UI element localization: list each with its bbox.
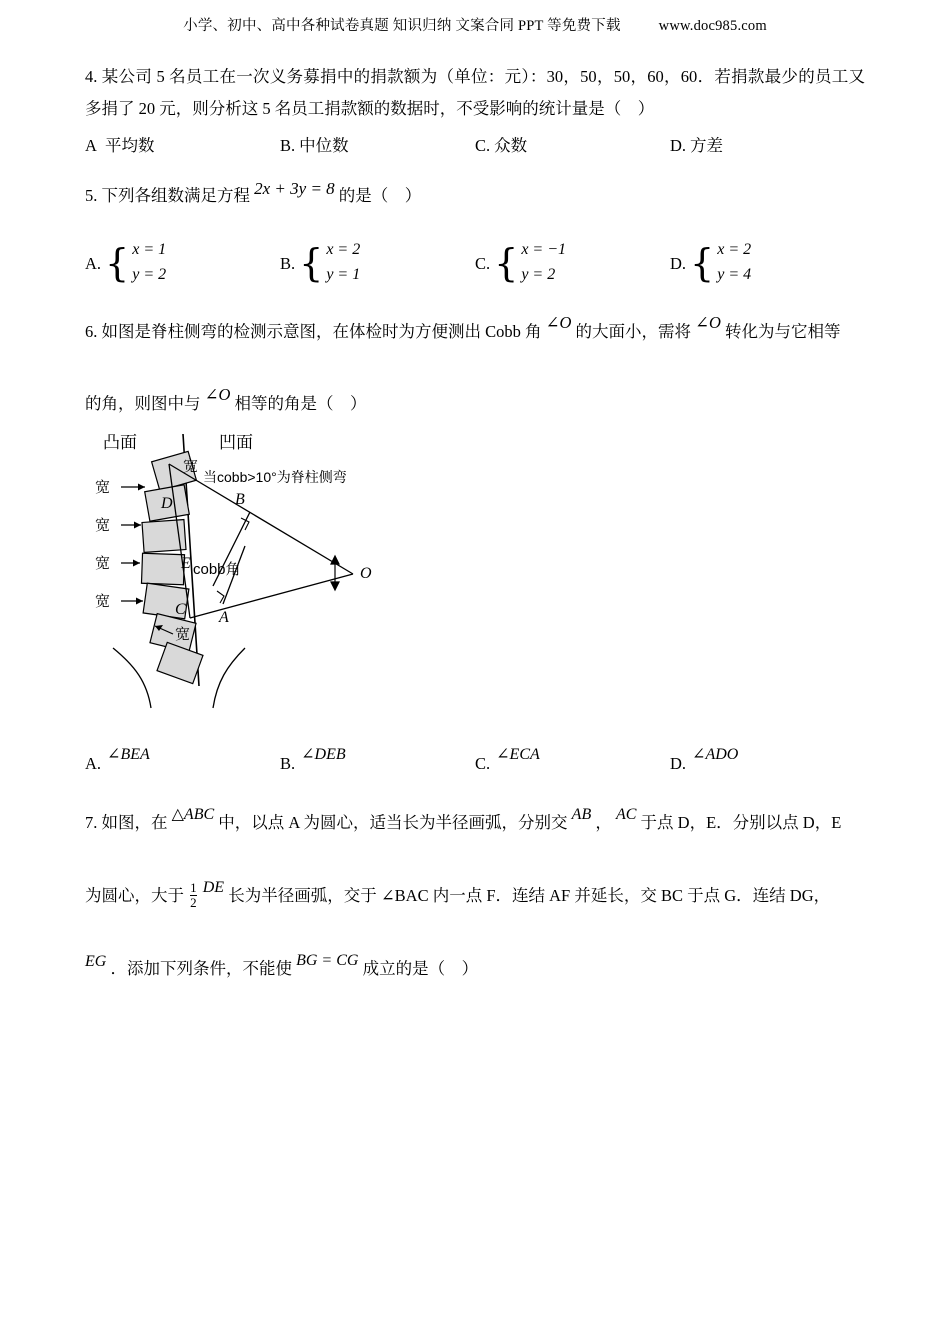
option-d-line2: y = 4 (717, 266, 752, 284)
question-6-angle1: ∠O (545, 313, 572, 333)
question-5-text (85, 180, 865, 214)
question-7-line3 (85, 948, 865, 991)
point-A: A (219, 609, 229, 627)
question-5-number: 5. (85, 186, 98, 206)
label-width: 宽 (95, 593, 111, 611)
option-d[interactable] (670, 747, 865, 780)
option-c-line2: y = 2 (521, 266, 556, 284)
question-7-ab: AB (571, 806, 592, 824)
option-b[interactable] (280, 129, 475, 162)
spine-diagram-svg (95, 426, 425, 726)
question-4-text (85, 61, 865, 125)
question-7-line1 (85, 802, 865, 845)
point-B: B (235, 491, 245, 509)
question-7-seg6: 长为半径画弧，交于 ∠BAC 内一点 F．连结 AF 并延长，交 BC 于点 G．连结 DG， (228, 886, 831, 906)
page-header (85, 0, 865, 35)
option-b-line2: y = 1 (326, 266, 361, 284)
option-d[interactable] (670, 129, 865, 162)
option-c[interactable] (475, 129, 670, 162)
question-5-tail: 的是（ ） (338, 186, 422, 206)
option-d-label: D. (670, 754, 687, 774)
option-d-value: ∠ADO (692, 746, 739, 764)
option-c-text: 众数 (494, 136, 528, 156)
label-convex: 凸面 (103, 433, 137, 453)
question-7-triangle: △ABC (171, 806, 215, 824)
question-7-eg: EG (85, 953, 107, 971)
option-c-line1: x = −1 (521, 241, 567, 259)
label-concave: 凹面 (219, 433, 253, 453)
question-7-seg8: 成立的是（ ） (362, 959, 479, 979)
question-6-part3: 转化为与它相等 (725, 322, 841, 342)
option-d-line1: x = 2 (717, 241, 752, 259)
option-b-system (299, 238, 360, 288)
question-6-text-line1 (85, 313, 865, 348)
option-d-label: D. (670, 136, 687, 156)
question-5-options (85, 238, 865, 288)
option-d-text: 方差 (690, 136, 724, 156)
question-7-ac: AC (615, 806, 637, 824)
question-7-seg4: 于点 D，E．分别以点 D，E (640, 813, 842, 833)
option-a[interactable] (85, 129, 280, 162)
option-d-label: D. (670, 253, 687, 273)
question-7-seg7: ．添加下列条件，不能使 (110, 959, 292, 979)
point-C: C (175, 601, 186, 619)
label-cobb: cobb角 (193, 561, 241, 579)
option-c-label: C. (475, 136, 491, 156)
option-b[interactable] (280, 747, 475, 780)
question-7-seg5: 为圆心，大于 (85, 886, 184, 906)
question-5 (85, 180, 865, 288)
question-6-part2: 的大面小，需将 (575, 322, 692, 342)
header-text: 小学、初中、高中各种试卷真题 知识归纳 文案合同 PPT 等免费下载 (183, 18, 621, 34)
point-O: O (360, 565, 372, 583)
question-7 (85, 802, 865, 991)
option-c-label: C. (475, 754, 491, 774)
fraction-denominator: 2 (190, 895, 197, 911)
question-7-number: 7. (85, 813, 98, 833)
label-width: 宽 (175, 626, 191, 644)
option-c[interactable] (475, 747, 670, 780)
question-4 (85, 61, 865, 162)
question-6-part4: 的角，则图中与 (85, 394, 201, 414)
point-D: D (161, 495, 173, 513)
option-a[interactable] (85, 238, 280, 288)
vertebra (141, 554, 184, 585)
option-c-label: C. (475, 253, 491, 273)
question-6-angle2: ∠O (695, 313, 721, 333)
option-b[interactable] (280, 238, 475, 288)
question-6-number: 6. (85, 322, 98, 342)
header-site: www.doc985.com (658, 18, 767, 34)
label-width: 宽 (95, 479, 111, 497)
option-c[interactable] (475, 238, 670, 288)
question-5-equation: 2x + 3y = 8 (254, 179, 335, 199)
diagram-note: 当cobb>10°为脊柱侧弯 (203, 469, 347, 486)
question-7-line2 (85, 875, 865, 918)
question-6-text-line2 (85, 385, 865, 420)
point-labels (160, 491, 372, 626)
question-7-de: DE (202, 879, 225, 897)
option-a-value: ∠BEA (107, 746, 150, 764)
option-a-text: 平均数 (105, 136, 155, 156)
option-a-line1: x = 1 (132, 241, 167, 259)
fraction-numerator: 1 (190, 880, 197, 896)
question-7-seg3: ， (595, 813, 612, 833)
option-a-label: A. (85, 253, 102, 273)
option-c-value: ∠ECA (496, 746, 540, 764)
question-5-stem: 下列各组数满足方程 (101, 186, 250, 206)
label-width: 宽 (95, 555, 111, 573)
option-b-label: B. (280, 136, 296, 156)
option-d-system (690, 238, 751, 288)
question-6-part1: 如图是脊柱侧弯的检测示意图，在体检时为方便测出 Cobb 角 (101, 322, 542, 342)
option-c-system (494, 238, 566, 288)
label-width: 宽 (95, 517, 111, 535)
option-a-system (105, 238, 166, 288)
option-b-text: 中位数 (299, 136, 349, 156)
angle-arrow (331, 556, 339, 590)
question-6-part5: 相等的角是（ ） (234, 394, 367, 414)
option-a-label: A. (85, 754, 102, 774)
question-4-body: 某公司 5 名员工在一次义务募捐中的捐款额为（单位：元）：30，50，50，60，60．若捐款最少的员工又多捐了 20 元，则分析这 5 名员工捐款额的数据时，不受影响的统计量是（ ） (85, 67, 866, 119)
question-6 (85, 313, 865, 780)
question-7-seg2: 中，以点 A 为圆心，适当长为半径画弧，分别交 (218, 813, 568, 833)
option-a-label: A (85, 136, 97, 156)
point-E: E (181, 555, 191, 573)
brace-glyph: { (105, 241, 130, 286)
question-6-options (85, 747, 865, 780)
spine-diagram (95, 426, 865, 737)
cobb-construction (169, 464, 353, 618)
question-7-fraction (190, 881, 197, 909)
brace-glyph: { (494, 241, 519, 286)
option-b-label: B. (280, 253, 296, 273)
option-b-value: ∠DEB (301, 746, 346, 764)
label-width: 宽 (183, 458, 199, 476)
question-4-number: 4. (85, 67, 98, 86)
question-7-seg1: 如图，在 (101, 813, 168, 833)
option-a[interactable] (85, 747, 280, 780)
question-7-condition: BG = CG (296, 952, 359, 970)
option-a-line2: y = 2 (132, 266, 167, 284)
brace-glyph: { (690, 241, 715, 286)
option-d[interactable] (670, 238, 865, 288)
option-b-line1: x = 2 (326, 241, 361, 259)
question-4-options (85, 129, 865, 162)
brace-glyph: { (299, 241, 324, 286)
option-b-label: B. (280, 754, 296, 774)
question-6-angle3: ∠O (204, 385, 231, 405)
